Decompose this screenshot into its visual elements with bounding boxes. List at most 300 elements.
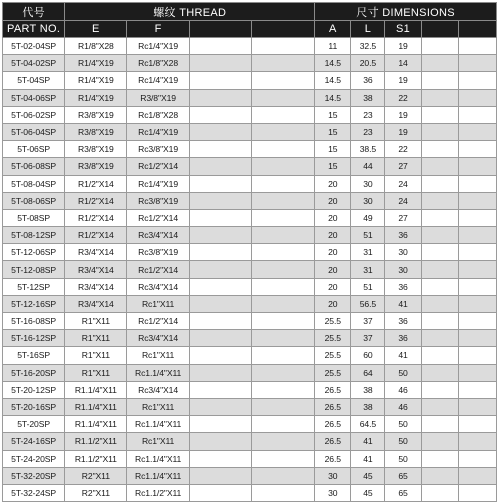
blank-cell [189, 278, 251, 295]
blank-cell [251, 38, 314, 55]
dim-l-cell: 37 [351, 313, 385, 330]
dim-a-cell: 25.5 [315, 364, 351, 381]
blank-cell [421, 416, 458, 433]
dim-s1-cell: 19 [385, 106, 421, 123]
blank-cell [189, 175, 251, 192]
blank-header [189, 21, 251, 38]
blank-cell [251, 313, 314, 330]
blank-cell [251, 209, 314, 226]
blank-cell [458, 175, 496, 192]
thread-f-cell: Rc1/4"X19 [127, 38, 189, 55]
dim-l-cell: 41 [351, 433, 385, 450]
thread-f-cell: Rc1"X11 [127, 295, 189, 312]
dim-a-cell: 15 [315, 158, 351, 175]
dim-s1-cell: 30 [385, 244, 421, 261]
blank-cell [458, 106, 496, 123]
blank-cell [189, 433, 251, 450]
dim-l-cell: 31 [351, 261, 385, 278]
dim-l-cell: 56.5 [351, 295, 385, 312]
blank-cell [189, 398, 251, 415]
table-row [3, 141, 497, 158]
part-no-cn-header: 代号 [3, 3, 65, 21]
table-row [3, 313, 497, 330]
thread-f-cell: Rc1.1/4"X11 [127, 364, 189, 381]
blank-cell [458, 364, 496, 381]
thread-f-cell: Rc3/4"X14 [127, 330, 189, 347]
dim-a-cell: 26.5 [315, 450, 351, 467]
blank-cell [458, 227, 496, 244]
dim-l-cell: 45 [351, 484, 385, 501]
blank-cell [251, 175, 314, 192]
dim-l-cell: 38 [351, 381, 385, 398]
dim-l-cell: 20.5 [351, 55, 385, 72]
blank-cell [458, 72, 496, 89]
thread-e-cell: R3/4"X14 [65, 244, 127, 261]
table-row [3, 278, 497, 295]
blank-cell [458, 484, 496, 501]
col-e-header: E [65, 21, 127, 38]
part-no-cell: 5T-32-20SP [3, 467, 65, 484]
blank-cell [421, 364, 458, 381]
blank-cell [251, 55, 314, 72]
dim-s1-cell: 50 [385, 433, 421, 450]
dim-a-cell: 15 [315, 106, 351, 123]
col-l-header: L [351, 21, 385, 38]
blank-cell [421, 433, 458, 450]
blank-cell [189, 330, 251, 347]
thread-e-cell: R1/2"X14 [65, 192, 127, 209]
blank-cell [189, 192, 251, 209]
dim-s1-cell: 22 [385, 141, 421, 158]
part-no-cell: 5T-16-20SP [3, 364, 65, 381]
thread-e-cell: R1/2"X14 [65, 227, 127, 244]
dim-a-cell: 20 [315, 175, 351, 192]
thread-f-cell: Rc1.1/4"X11 [127, 416, 189, 433]
thread-f-cell: Rc1/8"X28 [127, 55, 189, 72]
blank-cell [189, 347, 251, 364]
blank-cell [458, 141, 496, 158]
blank-cell [251, 227, 314, 244]
part-no-cell: 5T-16-08SP [3, 313, 65, 330]
table-row [3, 347, 497, 364]
blank-cell [458, 295, 496, 312]
thread-f-cell: R3/8"X19 [127, 89, 189, 106]
dim-l-cell: 30 [351, 175, 385, 192]
table-row [3, 330, 497, 347]
blank-cell [421, 227, 458, 244]
thread-f-cell: Rc1"X11 [127, 433, 189, 450]
blank-cell [251, 450, 314, 467]
blank-cell [251, 381, 314, 398]
blank-cell [458, 261, 496, 278]
thread-e-cell: R1/4"X19 [65, 55, 127, 72]
thread-e-cell: R3/8"X19 [65, 106, 127, 123]
blank-cell [189, 141, 251, 158]
dim-s1-cell: 27 [385, 158, 421, 175]
blank-cell [251, 244, 314, 261]
table-body [3, 38, 497, 502]
part-no-cell: 5T-12SP [3, 278, 65, 295]
dim-s1-cell: 19 [385, 38, 421, 55]
dim-l-cell: 41 [351, 450, 385, 467]
part-no-cell: 5T-06-02SP [3, 106, 65, 123]
thread-f-cell: Rc1/8"X28 [127, 106, 189, 123]
dim-l-cell: 37 [351, 330, 385, 347]
part-no-cell: 5T-24-16SP [3, 433, 65, 450]
dim-a-cell: 25.5 [315, 313, 351, 330]
blank-cell [458, 398, 496, 415]
dim-s1-cell: 14 [385, 55, 421, 72]
blank-cell [458, 209, 496, 226]
thread-e-cell: R3/4"X14 [65, 261, 127, 278]
thread-f-cell: Rc1/2"X14 [127, 158, 189, 175]
thread-e-cell: R1/2"X14 [65, 175, 127, 192]
blank-cell [421, 450, 458, 467]
dim-a-cell: 20 [315, 244, 351, 261]
thread-f-cell: Rc3/8"X19 [127, 244, 189, 261]
dim-l-cell: 38 [351, 89, 385, 106]
dim-s1-cell: 46 [385, 398, 421, 415]
thread-e-cell: R1/4"X19 [65, 72, 127, 89]
blank-cell [458, 313, 496, 330]
dim-a-cell: 30 [315, 467, 351, 484]
blank-cell [458, 123, 496, 140]
blank-cell [189, 313, 251, 330]
dimensions-header: 尺寸 DIMENSIONS [315, 3, 497, 21]
dim-l-cell: 23 [351, 123, 385, 140]
dim-a-cell: 14.5 [315, 72, 351, 89]
thread-e-cell: R3/4"X14 [65, 295, 127, 312]
dim-a-cell: 20 [315, 209, 351, 226]
part-no-cell: 5T-20SP [3, 416, 65, 433]
part-no-cell: 5T-06SP [3, 141, 65, 158]
blank-cell [189, 106, 251, 123]
blank-cell [251, 467, 314, 484]
blank-cell [458, 38, 496, 55]
part-no-cell: 5T-20-12SP [3, 381, 65, 398]
part-no-cell: 5T-08-06SP [3, 192, 65, 209]
thread-f-cell: Rc1.1/4"X11 [127, 467, 189, 484]
blank-cell [251, 398, 314, 415]
blank-cell [251, 72, 314, 89]
blank-cell [189, 209, 251, 226]
dim-l-cell: 64.5 [351, 416, 385, 433]
dim-s1-cell: 22 [385, 89, 421, 106]
blank-cell [458, 278, 496, 295]
table-row [3, 192, 497, 209]
blank-cell [421, 175, 458, 192]
dim-s1-cell: 50 [385, 416, 421, 433]
dim-s1-cell: 36 [385, 278, 421, 295]
dim-a-cell: 20 [315, 278, 351, 295]
dim-a-cell: 20 [315, 261, 351, 278]
blank-cell [251, 484, 314, 501]
thread-f-cell: Rc3/4"X14 [127, 227, 189, 244]
thread-f-cell: Rc3/4"X14 [127, 381, 189, 398]
blank-cell [458, 55, 496, 72]
blank-cell [421, 313, 458, 330]
dim-s1-cell: 24 [385, 192, 421, 209]
part-no-cell: 5T-12-08SP [3, 261, 65, 278]
table-row [3, 381, 497, 398]
blank-header [251, 21, 314, 38]
blank-cell [421, 467, 458, 484]
blank-cell [421, 192, 458, 209]
blank-cell [421, 89, 458, 106]
table-row [3, 467, 497, 484]
table-header [3, 3, 497, 38]
blank-cell [251, 123, 314, 140]
blank-cell [421, 141, 458, 158]
dim-a-cell: 26.5 [315, 416, 351, 433]
thread-f-cell: Rc1/4"X19 [127, 175, 189, 192]
table-row [3, 364, 497, 381]
dim-s1-cell: 19 [385, 72, 421, 89]
blank-cell [251, 416, 314, 433]
blank-cell [421, 123, 458, 140]
part-no-cell: 5T-08-12SP [3, 227, 65, 244]
part-no-cell: 5T-16-12SP [3, 330, 65, 347]
dim-a-cell: 26.5 [315, 381, 351, 398]
dim-s1-cell: 36 [385, 313, 421, 330]
blank-cell [421, 347, 458, 364]
dim-a-cell: 20 [315, 192, 351, 209]
blank-cell [189, 89, 251, 106]
dim-l-cell: 38 [351, 398, 385, 415]
blank-cell [421, 261, 458, 278]
table-row [3, 106, 497, 123]
dim-l-cell: 64 [351, 364, 385, 381]
dim-s1-cell: 50 [385, 450, 421, 467]
dim-l-cell: 31 [351, 244, 385, 261]
part-no-cell: 5T-12-16SP [3, 295, 65, 312]
part-no-cell: 5T-04-06SP [3, 89, 65, 106]
dim-a-cell: 20 [315, 295, 351, 312]
dim-a-cell: 25.5 [315, 330, 351, 347]
blank-cell [421, 484, 458, 501]
dim-a-cell: 15 [315, 123, 351, 140]
thread-f-cell: Rc1.1/2"X11 [127, 484, 189, 501]
thread-e-cell: R1.1/4"X11 [65, 381, 127, 398]
blank-cell [251, 364, 314, 381]
blank-cell [189, 295, 251, 312]
blank-cell [458, 416, 496, 433]
dim-s1-cell: 36 [385, 330, 421, 347]
table-row [3, 175, 497, 192]
thread-e-cell: R1"X11 [65, 313, 127, 330]
blank-cell [251, 192, 314, 209]
col-a-header: A [315, 21, 351, 38]
blank-cell [421, 72, 458, 89]
blank-cell [458, 450, 496, 467]
thread-f-cell: Rc3/8"X19 [127, 192, 189, 209]
dim-a-cell: 14.5 [315, 89, 351, 106]
blank-cell [421, 330, 458, 347]
blank-cell [251, 141, 314, 158]
blank-cell [421, 158, 458, 175]
thread-f-cell: Rc3/8"X19 [127, 141, 189, 158]
dim-a-cell: 11 [315, 38, 351, 55]
blank-cell [251, 261, 314, 278]
blank-cell [251, 433, 314, 450]
part-no-cell: 5T-16SP [3, 347, 65, 364]
thread-e-cell: R1.1/4"X11 [65, 398, 127, 415]
blank-cell [189, 123, 251, 140]
dim-s1-cell: 50 [385, 364, 421, 381]
dim-s1-cell: 27 [385, 209, 421, 226]
dim-l-cell: 60 [351, 347, 385, 364]
table-row [3, 398, 497, 415]
table-row [3, 244, 497, 261]
blank-cell [421, 38, 458, 55]
part-no-cell: 5T-06-04SP [3, 123, 65, 140]
thread-f-cell: Rc1/2"X14 [127, 209, 189, 226]
blank-cell [251, 295, 314, 312]
thread-f-cell: Rc1/2"X14 [127, 313, 189, 330]
table-row [3, 450, 497, 467]
dim-l-cell: 38.5 [351, 141, 385, 158]
thread-f-cell: Rc1/4"X19 [127, 123, 189, 140]
blank-cell [189, 72, 251, 89]
dim-a-cell: 26.5 [315, 398, 351, 415]
part-no-cell: 5T-32-24SP [3, 484, 65, 501]
table-row [3, 416, 497, 433]
dim-l-cell: 49 [351, 209, 385, 226]
thread-f-cell: Rc1/2"X14 [127, 261, 189, 278]
table-row [3, 261, 497, 278]
blank-cell [421, 381, 458, 398]
blank-cell [458, 433, 496, 450]
dim-s1-cell: 36 [385, 227, 421, 244]
part-no-cell: 5T-24-20SP [3, 450, 65, 467]
dim-s1-cell: 41 [385, 295, 421, 312]
thread-e-cell: R1.1/4"X11 [65, 416, 127, 433]
blank-cell [458, 330, 496, 347]
thread-e-cell: R1.1/2"X11 [65, 433, 127, 450]
table-row [3, 158, 497, 175]
thread-f-cell: Rc1.1/4"X11 [127, 450, 189, 467]
blank-cell [189, 158, 251, 175]
dim-a-cell: 26.5 [315, 433, 351, 450]
blank-header [458, 21, 496, 38]
dim-l-cell: 30 [351, 192, 385, 209]
blank-cell [421, 278, 458, 295]
blank-cell [251, 158, 314, 175]
part-no-cell: 5T-08SP [3, 209, 65, 226]
blank-header [421, 21, 458, 38]
blank-cell [251, 278, 314, 295]
thread-header: 螺纹 THREAD [65, 3, 315, 21]
blank-cell [189, 484, 251, 501]
blank-cell [458, 347, 496, 364]
part-no-cell: 5T-04-02SP [3, 55, 65, 72]
thread-e-cell: R1"X11 [65, 330, 127, 347]
part-no-cell: 5T-08-04SP [3, 175, 65, 192]
thread-e-cell: R2"X11 [65, 467, 127, 484]
thread-e-cell: R3/8"X19 [65, 158, 127, 175]
blank-cell [421, 55, 458, 72]
thread-e-cell: R3/4"X14 [65, 278, 127, 295]
thread-e-cell: R1.1/2"X11 [65, 450, 127, 467]
dim-l-cell: 45 [351, 467, 385, 484]
table-row [3, 72, 497, 89]
blank-cell [189, 381, 251, 398]
blank-cell [421, 398, 458, 415]
thread-e-cell: R1/4"X19 [65, 89, 127, 106]
blank-cell [189, 261, 251, 278]
blank-cell [189, 450, 251, 467]
part-no-cell: 5T-20-16SP [3, 398, 65, 415]
thread-e-cell: R2"X11 [65, 484, 127, 501]
thread-f-cell: Rc3/4"X14 [127, 278, 189, 295]
blank-cell [458, 244, 496, 261]
dim-a-cell: 14.5 [315, 55, 351, 72]
thread-e-cell: R3/8"X19 [65, 141, 127, 158]
dim-l-cell: 36 [351, 72, 385, 89]
blank-cell [421, 295, 458, 312]
blank-cell [458, 158, 496, 175]
thread-e-cell: R1/8"X28 [65, 38, 127, 55]
table-row [3, 55, 497, 72]
thread-e-cell: R1"X11 [65, 347, 127, 364]
table-row [3, 38, 497, 55]
dim-s1-cell: 24 [385, 175, 421, 192]
col-s1-header: S1 [385, 21, 421, 38]
blank-cell [189, 467, 251, 484]
blank-cell [189, 364, 251, 381]
dim-s1-cell: 41 [385, 347, 421, 364]
thread-e-cell: R1"X11 [65, 364, 127, 381]
thread-e-cell: R1/2"X14 [65, 209, 127, 226]
table-row [3, 484, 497, 501]
blank-cell [458, 89, 496, 106]
blank-cell [189, 416, 251, 433]
blank-cell [189, 55, 251, 72]
table-row [3, 89, 497, 106]
blank-cell [251, 89, 314, 106]
dim-a-cell: 25.5 [315, 347, 351, 364]
thread-f-cell: Rc1/4"X19 [127, 72, 189, 89]
blank-cell [421, 209, 458, 226]
blank-cell [421, 106, 458, 123]
blank-cell [421, 244, 458, 261]
table-row [3, 227, 497, 244]
col-f-header: F [127, 21, 189, 38]
thread-f-cell: Rc1"X11 [127, 398, 189, 415]
part-no-en-header: PART NO. [3, 21, 65, 38]
part-no-cell: 5T-04SP [3, 72, 65, 89]
dim-s1-cell: 46 [385, 381, 421, 398]
table-row [3, 295, 497, 312]
dim-l-cell: 23 [351, 106, 385, 123]
blank-cell [189, 244, 251, 261]
dim-l-cell: 51 [351, 227, 385, 244]
thread-f-cell: Rc1"X11 [127, 347, 189, 364]
dim-s1-cell: 19 [385, 123, 421, 140]
blank-cell [189, 227, 251, 244]
dim-a-cell: 20 [315, 227, 351, 244]
part-no-cell: 5T-06-08SP [3, 158, 65, 175]
blank-cell [458, 467, 496, 484]
blank-cell [189, 38, 251, 55]
dim-l-cell: 44 [351, 158, 385, 175]
thread-dimensions-table [2, 2, 497, 502]
spec-table-container [2, 2, 497, 498]
thread-e-cell: R3/8"X19 [65, 123, 127, 140]
dim-l-cell: 51 [351, 278, 385, 295]
table-row [3, 433, 497, 450]
table-row [3, 123, 497, 140]
